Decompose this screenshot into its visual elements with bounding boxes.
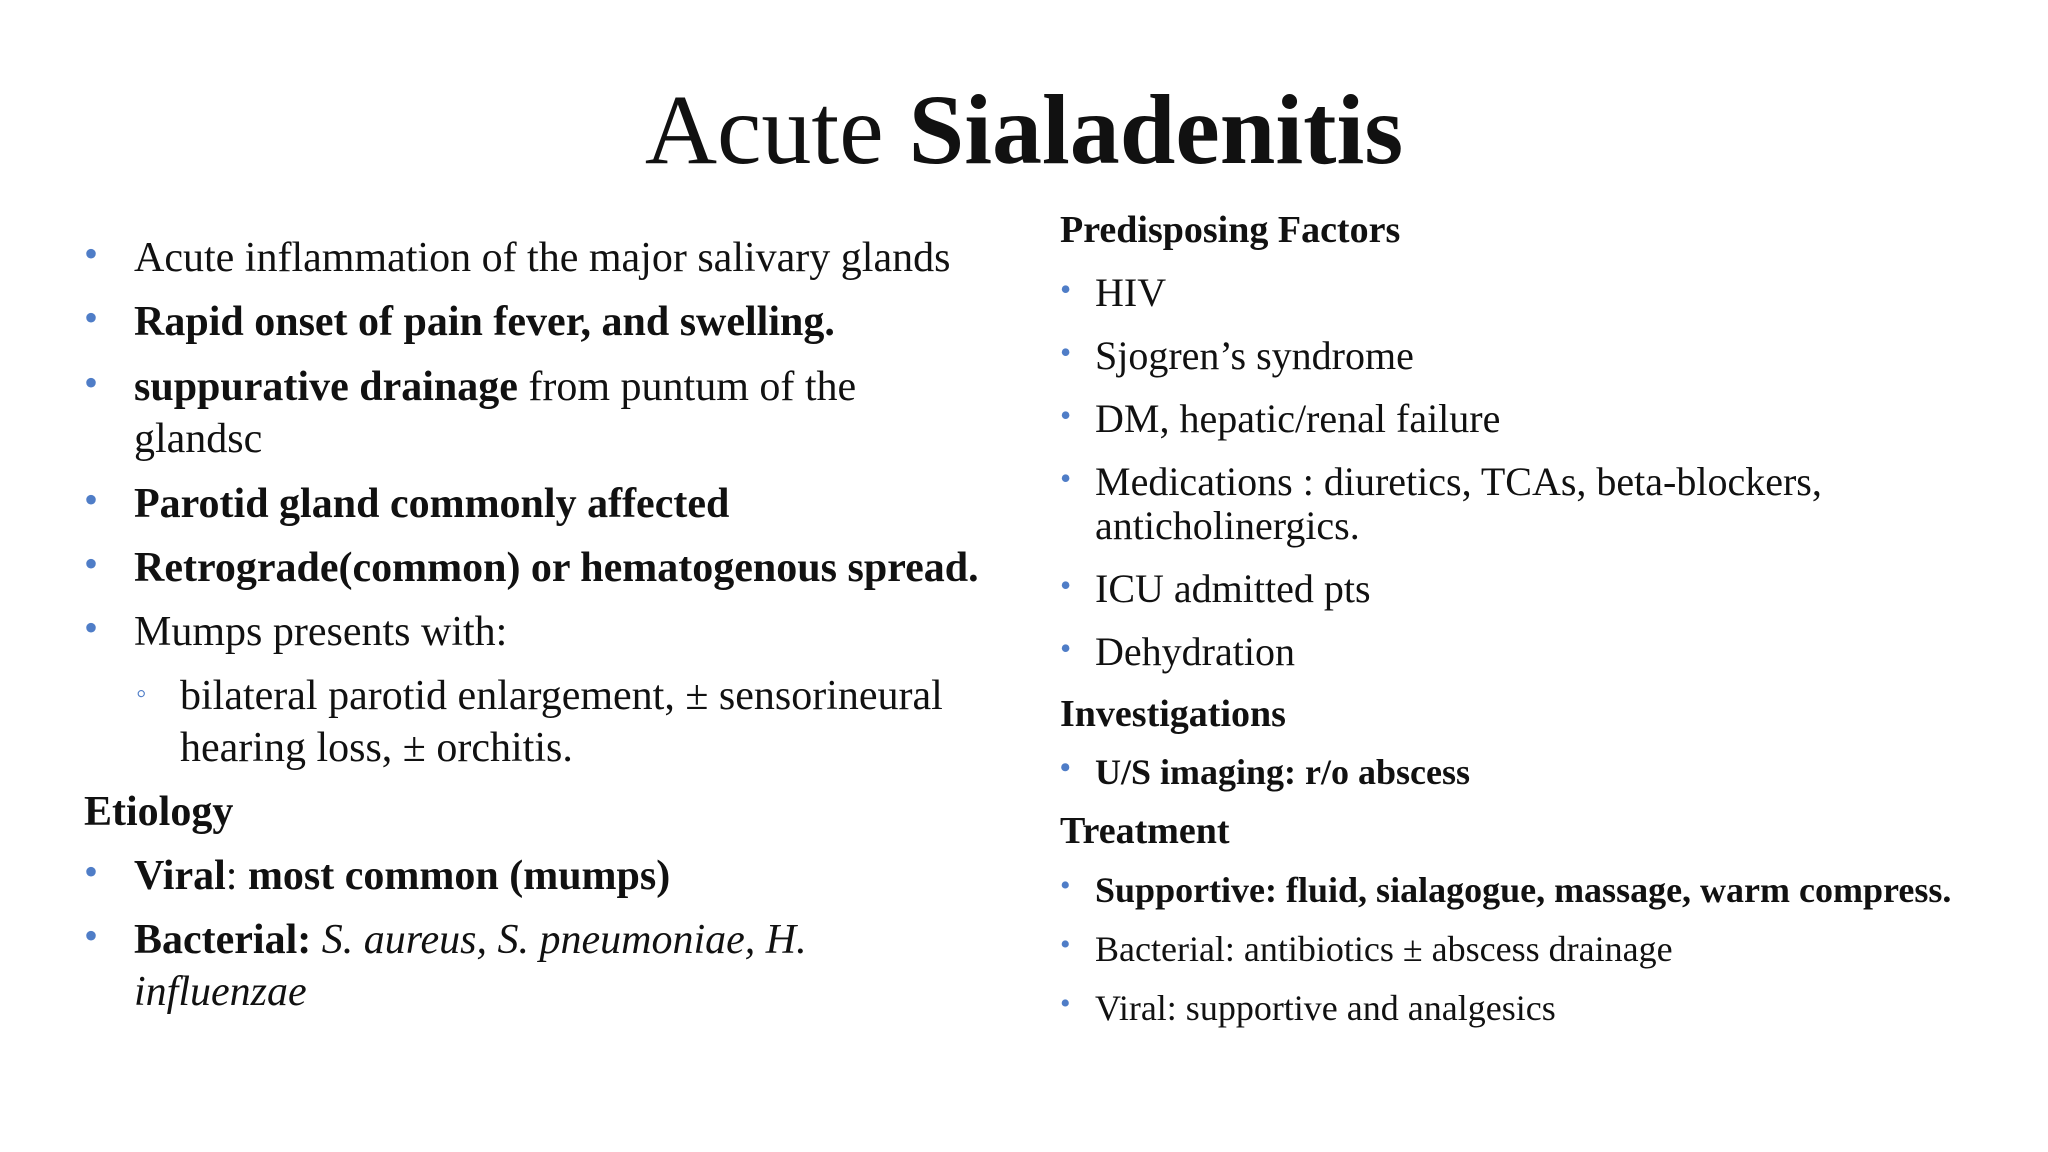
bullet-text: Mumps presents with: xyxy=(134,609,508,655)
bullet-icon: • xyxy=(84,541,99,586)
bullet-text: Bacterial: S. aureus, S. pneumoniae, H. xyxy=(134,917,807,963)
bullet-icon: • xyxy=(84,605,99,650)
bullet-text: influenzae xyxy=(134,969,307,1015)
bullet-icon: • xyxy=(84,360,99,405)
bullet-icon: • xyxy=(1060,271,1072,307)
bullet-icon: • xyxy=(1060,751,1071,784)
bullet-text: ICU admitted pts xyxy=(1095,566,1371,611)
bullet-text: Rapid onset of pain fever, and swelling. xyxy=(134,299,835,345)
bullet-icon: • xyxy=(84,913,99,958)
etiology-heading: Etiology xyxy=(84,789,234,835)
bullet-icon: • xyxy=(1060,460,1072,496)
bullet-text: Bacterial: antibiotics ± abscess drainage xyxy=(1095,929,1673,969)
sub-bullet-text: bilateral parotid enlargement, ± sensorineural xyxy=(180,673,943,719)
bullet-text: U/S imaging: r/o abscess xyxy=(1095,752,1471,792)
bullet-icon: • xyxy=(84,849,99,894)
bullet-text: HIV xyxy=(1095,270,1167,315)
bullet-icon: • xyxy=(1060,630,1072,666)
sub-bullet-icon: ◦ xyxy=(136,677,147,710)
investigations-heading: Investigations xyxy=(1060,693,1286,735)
bullet-text: Supportive: fluid, sialagogue, massage, warm compress. xyxy=(1095,870,1952,910)
bullet-text: suppurative drainage from puntum of the xyxy=(134,364,857,410)
bullet-icon: • xyxy=(1060,928,1071,961)
bullet-icon: • xyxy=(1060,397,1072,433)
predisposing-heading: Predisposing Factors xyxy=(1060,209,1401,251)
bullet-text: Dehydration xyxy=(1095,629,1295,674)
bullet-text: Viral: most common (mumps) xyxy=(134,853,671,899)
title-bold: Sialadenitis xyxy=(908,74,1404,185)
bullet-icon: • xyxy=(84,231,99,276)
bullet-icon: • xyxy=(1060,334,1072,370)
bullet-icon: • xyxy=(84,477,99,522)
bullet-text: Viral: supportive and analgesics xyxy=(1095,988,1556,1028)
bullet-icon: • xyxy=(1060,869,1071,902)
treatment-heading: Treatment xyxy=(1060,810,1230,852)
sub-bullet-text: hearing loss, ± orchitis. xyxy=(180,725,573,771)
bullet-text: Medications : diuretics, TCAs, beta-blockers, xyxy=(1095,459,1822,504)
bullet-text: DM, hepatic/renal failure xyxy=(1095,396,1501,441)
bullet-text: Sjogren’s syndrome xyxy=(1095,333,1414,378)
bullet-icon: • xyxy=(84,295,99,340)
bullet-icon: • xyxy=(1060,567,1072,603)
bullet-text: glandsc xyxy=(134,416,263,462)
title-regular: Acute xyxy=(644,74,884,185)
bullet-text: Retrograde(common) or hematogenous spread. xyxy=(134,545,979,591)
slide-title xyxy=(0,70,2048,190)
bullet-text: Acute inflammation of the major salivary glands xyxy=(134,235,951,281)
bullet-text: anticholinergics. xyxy=(1095,503,1360,548)
bullet-text: Parotid gland commonly affected xyxy=(134,481,730,527)
bullet-icon: • xyxy=(1060,987,1071,1020)
